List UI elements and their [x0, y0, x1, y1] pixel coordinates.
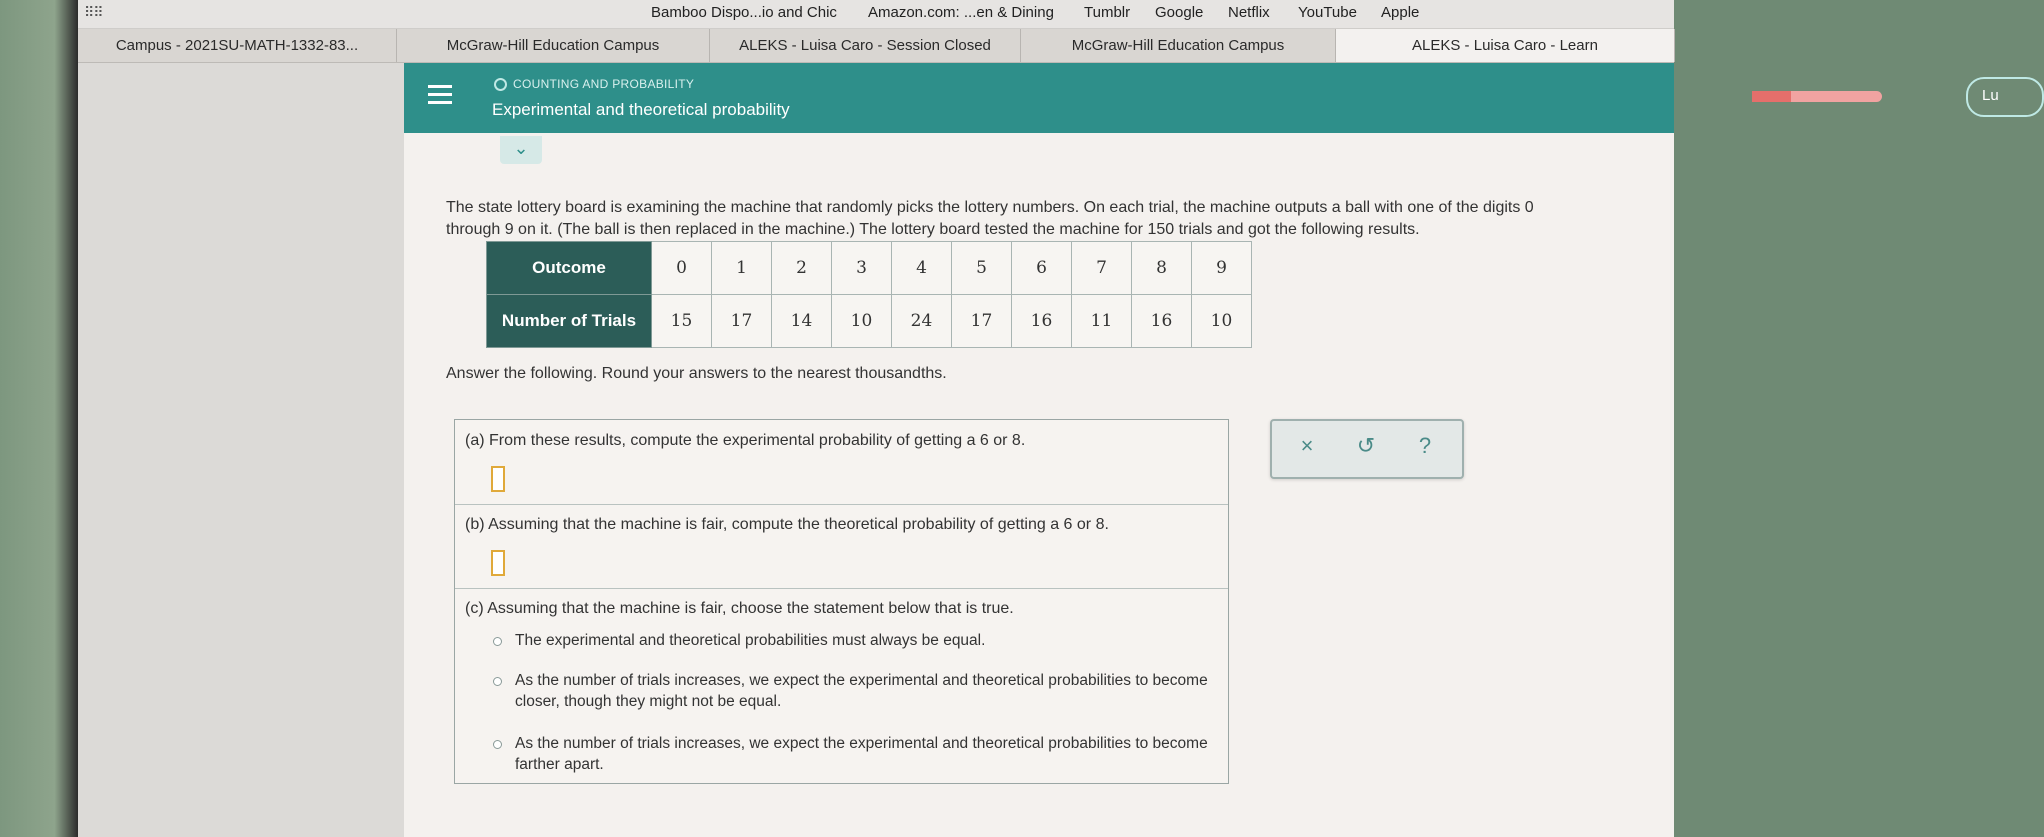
tab-mcgraw-hill-2[interactable]: McGraw-Hill Education Campus: [1021, 29, 1336, 62]
table-cell-outcome: 2: [772, 242, 832, 295]
progress-fill: [1752, 91, 1791, 102]
progress-bar: [1752, 91, 1882, 102]
table-cell-trials: 14: [772, 295, 832, 348]
bookmark-apple[interactable]: Apple: [1381, 4, 1420, 21]
option-label: As the number of trials increases, we expect the experimental and theoretical probabilities to become farther apart.: [515, 735, 1208, 773]
results-table: [486, 241, 1252, 348]
answer-tools: [1270, 419, 1464, 479]
table-row-outcome: [487, 242, 1252, 295]
instructions-text: Answer the following. Round your answers to the nearest thousandths.: [446, 365, 947, 382]
option-label: As the number of trials increases, we expect the experimental and theoretical probabilities to become closer, though they might not be equal.: [515, 672, 1208, 710]
topic-text: COUNTING AND PROBABILITY: [513, 77, 695, 91]
table-cell-outcome: 0: [652, 242, 712, 295]
menu-line: [428, 101, 452, 104]
table-cell-trials: 15: [652, 295, 712, 348]
question-c-text: (c) Assuming that the machine is fair, choose the statement below that is true.: [465, 600, 1014, 617]
browser-window: [78, 0, 1999, 837]
answer-b-input[interactable]: [491, 550, 505, 576]
aleks-header: [404, 63, 1999, 133]
table-cell-outcome: 1: [712, 242, 772, 295]
bookmarks-bar: [78, 0, 1674, 29]
table-cell-trials: 11: [1072, 295, 1132, 348]
topic-label: [494, 77, 694, 91]
table-cell-outcome: 8: [1132, 242, 1192, 295]
radio-button[interactable]: [493, 740, 502, 749]
question-a-text: (a) From these results, compute the experimental probability of getting a 6 or 8.: [465, 432, 1026, 449]
lesson-title: Experimental and theoretical probability: [492, 100, 790, 119]
question-c: [455, 588, 1228, 783]
tab-campus-math[interactable]: Campus - 2021SU-MATH-1332-83...: [78, 29, 397, 62]
table-cell-trials: 17: [952, 295, 1012, 348]
main-content: [404, 133, 1674, 837]
problem-statement: The state lottery board is examining the machine that randomly picks the lottery numbers. On each trial, the machine outputs a ball with one of the digits 0 through 9 on it. (The ball is then replaced in the machine.) The lottery board tested the machine for 150 trials and got the following results.: [446, 199, 1534, 238]
answer-a-input[interactable]: [491, 466, 505, 492]
table-cell-trials: 10: [1192, 295, 1252, 348]
option-always-equal[interactable]: [493, 630, 1213, 651]
undo-icon[interactable]: ↺: [1356, 433, 1376, 458]
bookmark-youtube[interactable]: YouTube: [1298, 4, 1357, 21]
tab-aleks-session-closed[interactable]: ALEKS - Luisa Caro - Session Closed: [710, 29, 1021, 62]
chevron-down-icon[interactable]: ⌄: [500, 136, 542, 164]
radio-button[interactable]: [493, 677, 502, 686]
table-cell-trials: 17: [712, 295, 772, 348]
table-cell-outcome: 5: [952, 242, 1012, 295]
bookmark-google[interactable]: Google: [1155, 4, 1204, 21]
bookmark-amazon[interactable]: Amazon.com: ...en & Dining: [868, 4, 1054, 21]
tab-aleks-learn[interactable]: ALEKS - Luisa Caro - Learn: [1336, 29, 1675, 62]
help-icon[interactable]: ?: [1418, 433, 1432, 458]
table-cell-outcome: 4: [892, 242, 952, 295]
topic-circle-icon: [494, 78, 507, 91]
clear-icon[interactable]: ×: [1300, 433, 1314, 458]
radio-button[interactable]: [493, 637, 502, 646]
monitor-bezel: [0, 0, 78, 837]
table-cell-outcome: 9: [1192, 242, 1252, 295]
table-cell-outcome: 3: [832, 242, 892, 295]
apps-grid-icon[interactable]: ⠿⠿: [84, 4, 103, 20]
bookmark-netflix[interactable]: Netflix: [1228, 4, 1270, 21]
user-avatar[interactable]: Lu: [1966, 77, 2044, 117]
table-cell-outcome: 6: [1012, 242, 1072, 295]
menu-line: [428, 85, 452, 88]
bookmark-tumblr[interactable]: Tumblr: [1084, 4, 1131, 21]
question-b-text: (b) Assuming that the machine is fair, compute the theoretical probability of getting a 6 or 8.: [465, 516, 1109, 533]
table-row-trials: [487, 295, 1252, 348]
option-label: The experimental and theoretical probabilities must always be equal.: [515, 632, 986, 649]
table-header-outcome: Outcome: [487, 242, 652, 295]
bookmark-bamboo[interactable]: Bamboo Dispo...io and Chic: [651, 4, 837, 21]
table-cell-outcome: 7: [1072, 242, 1132, 295]
table-cell-trials: 16: [1012, 295, 1072, 348]
table-cell-trials: 16: [1132, 295, 1192, 348]
menu-line: [428, 93, 452, 96]
table-cell-trials: 10: [832, 295, 892, 348]
tab-strip: [78, 29, 1674, 63]
tab-mcgraw-hill-1[interactable]: McGraw-Hill Education Campus: [397, 29, 710, 62]
question-b: [455, 504, 1228, 589]
option-become-closer[interactable]: [493, 670, 1221, 712]
menu-icon[interactable]: [428, 85, 452, 109]
option-farther-apart[interactable]: [493, 733, 1221, 775]
table-cell-trials: 24: [892, 295, 952, 348]
table-header-trials: Number of Trials: [487, 295, 652, 348]
question-box: [454, 419, 1229, 784]
left-panel: [78, 63, 404, 837]
question-a: [455, 420, 1228, 505]
